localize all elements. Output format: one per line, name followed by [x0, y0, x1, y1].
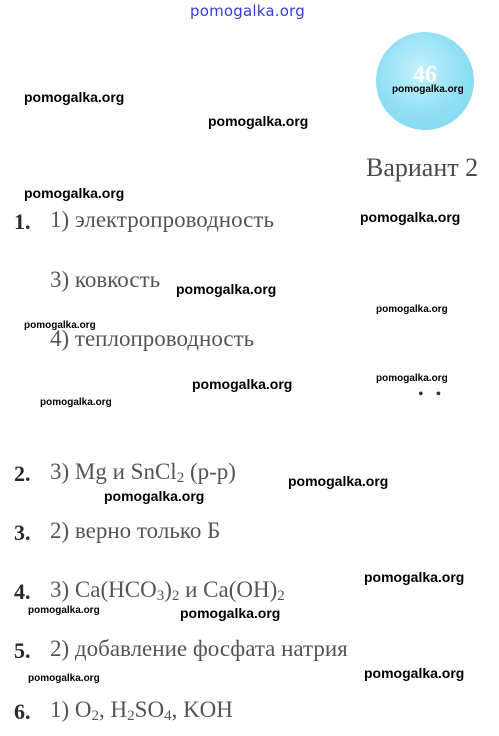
answer-3-text: 2) верно только Б	[50, 518, 221, 543]
watermark: pomogalka.org	[192, 376, 293, 392]
watermark: pomogalka.org	[24, 89, 125, 105]
watermark: pomogalka.org	[376, 373, 448, 384]
watermark: pomogalka.org	[24, 320, 96, 331]
answer-6-number: 6.	[14, 699, 31, 724]
watermark: pomogalka.org	[364, 569, 465, 585]
watermark: pomogalka.org	[24, 185, 125, 201]
answer-6-text: 1) $O_2$, $H_2SO_4$, KOH	[50, 697, 233, 724]
watermark: pomogalka.org	[28, 605, 100, 616]
watermark: pomogalka.org	[392, 84, 464, 95]
watermark: pomogalka.org	[40, 397, 112, 408]
answer-2-text: 3) Mg и SnCl$_2$ (р-р)	[50, 459, 236, 486]
variant-title: Вариант 2	[366, 153, 479, 182]
answer-4-text: 3) $Ca(HCO_3)_2$ и $Ca(OH)_2$	[50, 577, 285, 604]
watermark: pomogalka.org	[180, 605, 281, 621]
page-number: 46	[413, 62, 437, 88]
answer-5-number: 5.	[14, 638, 31, 663]
watermark: pomogalka.org	[28, 673, 100, 684]
answer-1-option-4: 4) теплопроводность	[50, 326, 255, 351]
watermark: pomogalka.org	[176, 281, 277, 297]
answer-3-number: 3.	[14, 520, 31, 545]
page-number-badge	[376, 32, 474, 130]
watermark: pomogalka.org	[376, 304, 448, 315]
site-header-link[interactable]: pomogalka.org	[190, 2, 305, 20]
answer-1-option-3: 3) ковкость	[50, 267, 161, 292]
answer-4-number: 4.	[14, 579, 31, 604]
answer-1-option-1: 1) электропроводность	[50, 207, 274, 232]
answer-1-number: 1.	[14, 209, 31, 234]
watermark: pomogalka.org	[360, 209, 461, 225]
watermark: pomogalka.org	[208, 113, 309, 129]
answer-2-number: 2.	[14, 461, 31, 486]
watermark: pomogalka.org	[104, 488, 205, 504]
answer-5-text: 2) добавление фосфата натрия	[50, 636, 348, 661]
watermark: pomogalka.org	[288, 473, 389, 489]
decorative-dots: • •	[418, 386, 446, 403]
watermark: pomogalka.org	[364, 665, 465, 681]
